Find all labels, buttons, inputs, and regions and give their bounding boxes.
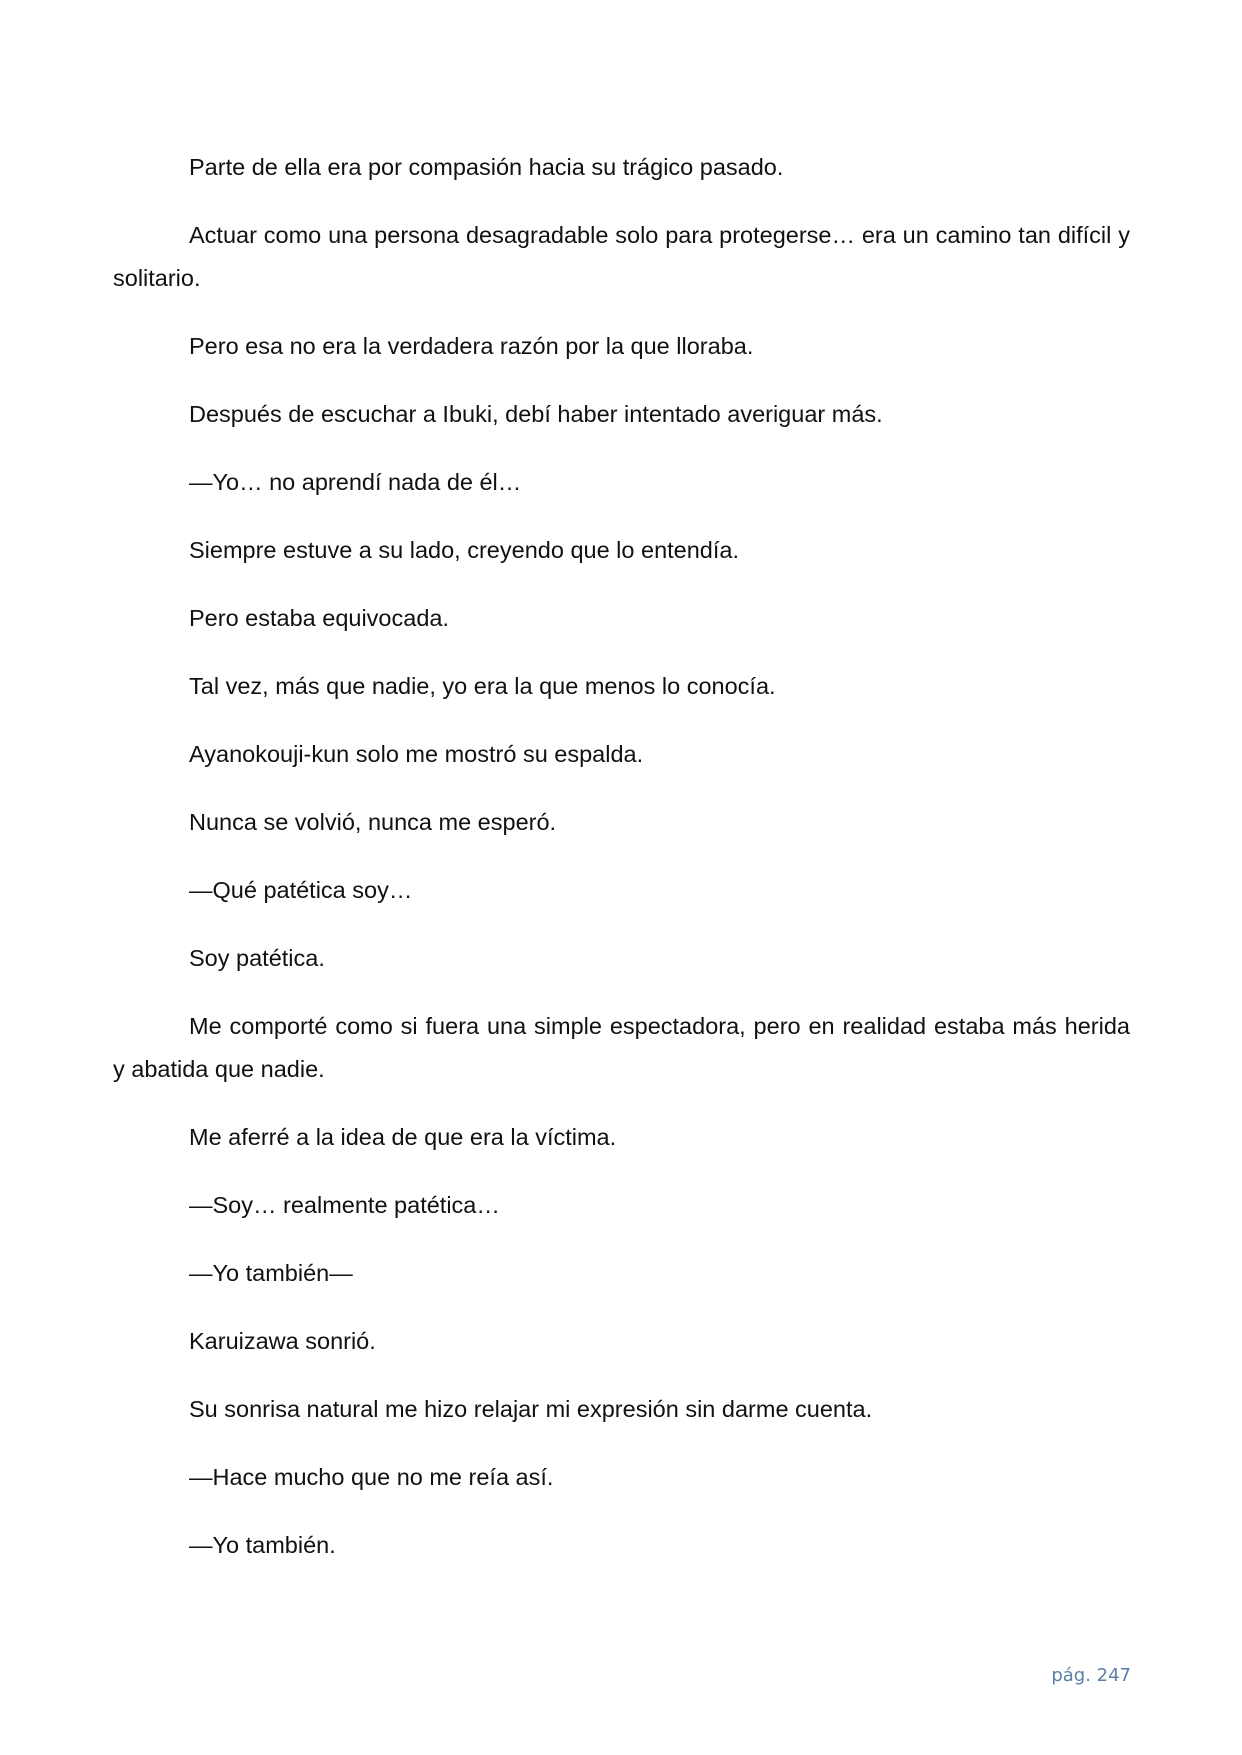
paragraph: —Soy… realmente patética… — [189, 1192, 500, 1218]
paragraph: Karuizawa sonrió. — [189, 1328, 376, 1354]
paragraph: Siempre estuve a su lado, creyendo que lo entendía. — [189, 537, 740, 563]
paragraph: Parte de ella era por compasión hacia su trágico pasado. — [189, 154, 784, 180]
paragraph: —Qué patética soy… — [189, 877, 413, 903]
paragraph: Me aferré a la idea de que era la víctima. — [189, 1124, 617, 1150]
paragraph: Pero estaba equivocada. — [189, 605, 449, 631]
paragraph: Nunca se volvió, nunca me esperó. — [189, 809, 557, 835]
paragraph: Me comporté como si fuera una simple espectadora, pero en realidad estaba más herida y abatida que nadie. — [113, 1013, 1130, 1082]
body-text — [113, 146, 1130, 1592]
paragraph: —Yo también— — [189, 1260, 353, 1286]
paragraph: Después de escuchar a Ibuki, debí haber intentado averiguar más. — [189, 401, 883, 427]
paragraph: Su sonrisa natural me hizo relajar mi expresión sin darme cuenta. — [189, 1396, 873, 1422]
paragraph: Pero esa no era la verdadera razón por la que lloraba. — [189, 333, 754, 359]
paragraph: Actuar como una persona desagradable solo para protegerse… era un camino tan difícil y solitario. — [113, 222, 1130, 291]
page-number: pág. 247 — [1051, 1665, 1131, 1686]
paragraph: —Hace mucho que no me reía así. — [189, 1464, 554, 1490]
paragraph: —Yo… no aprendí nada de él… — [189, 469, 522, 495]
paragraph: Tal vez, más que nadie, yo era la que menos lo conocía. — [189, 673, 776, 699]
paragraph: —Yo también. — [189, 1532, 336, 1558]
paragraph: Ayanokouji-kun solo me mostró su espalda. — [189, 741, 644, 767]
paragraph: Soy patética. — [189, 945, 325, 971]
